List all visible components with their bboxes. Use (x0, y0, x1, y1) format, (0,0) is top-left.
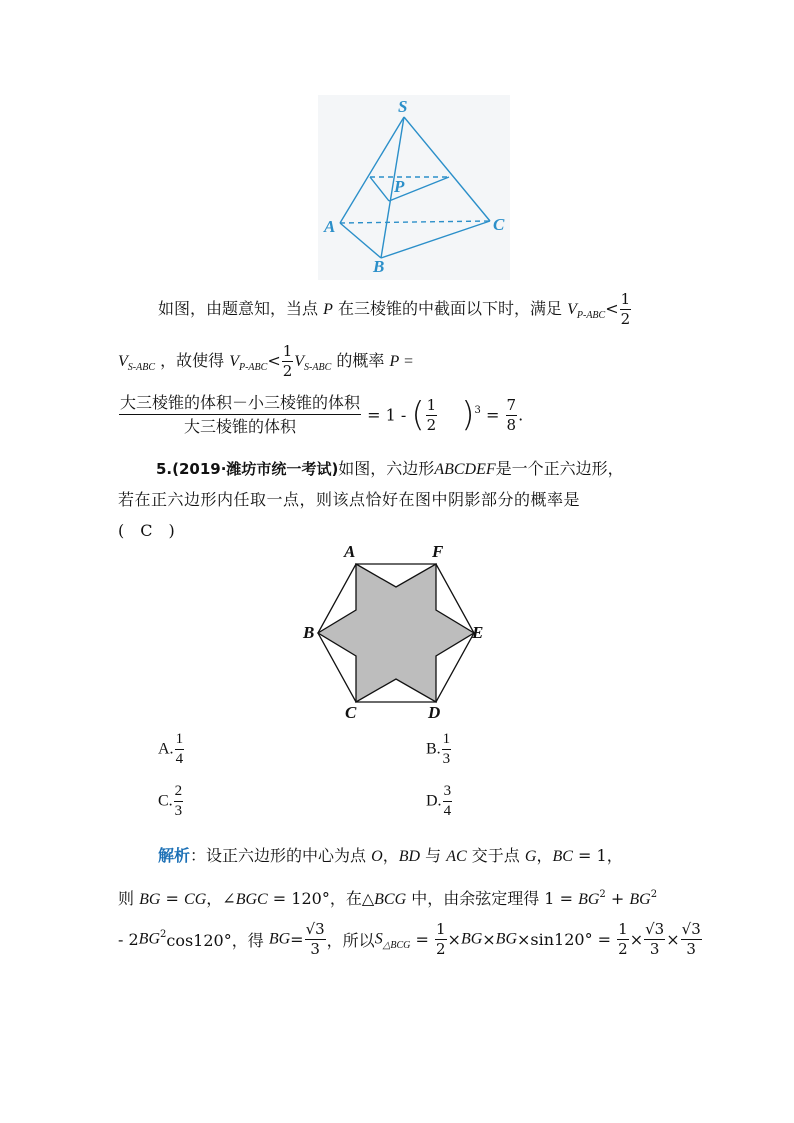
question5-source: 5.(2019·潍坊市统一考试) (156, 460, 339, 478)
sol-frac-sqrt3-3 (305, 922, 326, 957)
option-A-den: 4 (175, 751, 184, 767)
sol-three-b: 3 (649, 940, 660, 958)
sol-sqrt3-b: √3 (645, 920, 665, 938)
volume-den: 大三棱锥的体积 (184, 417, 297, 436)
half-den-3: 2 (426, 415, 437, 434)
option-D-frac (443, 784, 453, 819)
sol-BG-2: BG (578, 891, 600, 908)
question5-answer: ( C ) (118, 521, 175, 540)
volume-frac (119, 395, 361, 435)
sol-BG-6: BG (460, 930, 483, 948)
eight: 8 (506, 415, 517, 434)
sol-l2b: = (165, 889, 179, 908)
para1-line3 (118, 395, 523, 445)
sol-O: O (371, 848, 383, 865)
sol-half-num: 1 (435, 920, 446, 938)
sol-l3a: - 2 (118, 930, 139, 949)
paren-open: ( (411, 395, 425, 435)
half-den-2: 2 (282, 362, 293, 380)
hex-name: ABCDEF (434, 461, 496, 478)
sol-half (435, 922, 447, 957)
solution-line1 (158, 842, 623, 871)
sol-l2d: = 120°，在△ (272, 889, 375, 908)
eq-one-minus: = 1 - (367, 405, 407, 425)
option-D-num: 3 (443, 784, 453, 802)
sol-times-1: × (447, 930, 461, 949)
sol-three-c: 3 (686, 940, 696, 958)
option-D[interactable] (426, 784, 453, 819)
sol-l3b: cos120°，得 (166, 931, 264, 950)
sol-s1: 设正六边形的中心为点 (206, 846, 367, 865)
option-A-frac (175, 732, 185, 767)
sol-sqrt3-c: √3 (681, 920, 701, 938)
sol-s5: ， (536, 846, 553, 865)
option-A-num: 1 (175, 732, 185, 750)
edge-AC-hidden (340, 221, 490, 223)
sol-AC: AC (446, 848, 467, 865)
sol-sq-2: 2 (650, 889, 658, 900)
half-frac-2 (282, 344, 294, 379)
sol-CG: CG (184, 891, 207, 908)
question5-line3 (118, 517, 175, 545)
label-S: S (398, 97, 408, 116)
sol-BCG: BCG (374, 891, 407, 908)
sol-half-den: 2 (435, 940, 446, 958)
para1-line1 (158, 292, 632, 332)
V-PABC: V (567, 301, 577, 318)
sol-BD: BD (398, 848, 421, 865)
sol-BG-7: BG (495, 930, 517, 948)
sol-BG-4: BG (138, 930, 160, 948)
sol-s6: = 1， (578, 846, 623, 865)
eq-sign: = (486, 405, 500, 425)
sub-PABC-2: P-ABC (238, 362, 268, 373)
option-A-letter: A. (158, 740, 174, 758)
midsection-front-left (370, 177, 389, 201)
option-B-frac (442, 732, 452, 767)
sol-s2: ， (382, 846, 399, 865)
question5-line2 (118, 486, 580, 514)
half-frac (620, 292, 632, 327)
para1-text-d: 的概率 (336, 351, 385, 370)
sol-S-sub: △BCG (382, 940, 411, 951)
sol-times-3: × (517, 930, 531, 949)
half-den: 2 (620, 310, 631, 328)
sol-half-2 (617, 922, 629, 957)
label-C: C (493, 215, 505, 234)
hexagon-figure (300, 540, 496, 725)
question5-text1: 如图，六边形 (338, 459, 435, 478)
sol-eq: = (290, 930, 304, 949)
half-num-3: 1 (426, 395, 437, 414)
hex-label-B: B (303, 623, 315, 642)
edge-AB (340, 223, 381, 258)
sol-l2a: 则 (118, 889, 135, 908)
label-P: P (394, 177, 405, 196)
label-B: B (373, 257, 385, 276)
option-C-frac (174, 784, 184, 819)
option-A[interactable] (158, 732, 185, 767)
seven: 7 (506, 395, 517, 414)
solution-label: 解析 (158, 846, 191, 865)
sol-sq-3: 2 (160, 929, 167, 940)
option-B-den: 3 (442, 751, 451, 767)
hex-label-A: A (344, 542, 356, 561)
solution-line3 (118, 922, 703, 968)
option-B[interactable] (426, 732, 452, 767)
sol-s4: 交于点 (471, 846, 520, 865)
V-SABC: V (118, 353, 128, 370)
option-B-num: 1 (442, 732, 452, 750)
P-eq: P = (389, 353, 414, 370)
para1-text-b: 在三棱锥的中截面以下时，满足 (337, 299, 562, 318)
edge-BC (381, 221, 490, 258)
hex-label-F: F (432, 542, 444, 561)
tetrahedron-svg (318, 95, 510, 280)
sol-sin: sin120° = (530, 930, 612, 949)
sol-l3c: ，所以 (326, 931, 375, 950)
volume-num: 大三棱锥的体积－小三棱锥的体积 (119, 395, 361, 415)
sub-SABC-2: S-ABC (304, 362, 332, 373)
sol-three-a: 3 (310, 940, 320, 958)
sol-half-num-2: 1 (618, 920, 628, 938)
paren-close: ) (461, 395, 475, 435)
label-A: A (324, 217, 336, 236)
edge-SA (340, 117, 404, 223)
sub-PABC: P-ABC (576, 310, 606, 321)
sol-s3: 与 (425, 846, 442, 865)
half-num: 1 (620, 290, 631, 308)
sol-sq-1: 2 (599, 889, 606, 900)
edge-SC (404, 117, 490, 221)
sol-frac-sqrt3-3-b (644, 922, 665, 957)
tetrahedron-figure (318, 95, 510, 280)
sol-G: G (524, 848, 537, 865)
sol-l2f: + (610, 889, 625, 908)
option-D-den: 4 (443, 803, 452, 819)
half-frac-3 (426, 395, 438, 434)
seven-eighths (506, 395, 518, 434)
question5-line1 (156, 455, 624, 484)
sol-times-4: × (629, 930, 644, 949)
sol-l2c: ，∠ (206, 889, 236, 908)
sol-BG-5: BG (268, 930, 291, 948)
question5-text3: 若在正六边形内任取一点，则该点恰好在图中阴影部分的概率是 (118, 490, 581, 509)
hex-label-E: E (472, 623, 484, 642)
hex-label-D: D (428, 703, 441, 722)
solution-line2 (118, 885, 657, 916)
sub-SABC: S-ABC (127, 362, 155, 373)
para1-text-a: 如图，由题意知，当点 (158, 299, 319, 318)
option-B-letter: B. (426, 740, 441, 758)
V-SABC-2: V (294, 353, 305, 370)
sol-BG-1: BG (139, 891, 161, 908)
sol-sqrt3-a: √3 (305, 920, 325, 938)
para1-text-c: ，故使得 (160, 351, 225, 370)
sol-eq-2: = (415, 930, 429, 949)
period: . (518, 405, 524, 425)
point-P: P (323, 301, 333, 318)
hex-label-C: C (345, 703, 357, 722)
half-num-2: 1 (282, 342, 293, 360)
sol-times-5: × (666, 930, 680, 949)
solution-colon: ： (190, 846, 207, 865)
sol-BG-3: BG (629, 891, 651, 908)
sol-half-den-2: 2 (618, 940, 628, 958)
lt-sign: < (605, 299, 619, 318)
option-C-num: 2 (174, 784, 184, 802)
question5-text2: 是一个正六边形， (495, 459, 624, 478)
sol-BGC: BGC (235, 891, 268, 908)
lt-sign-2: < (267, 351, 281, 370)
cube-exp: 3 (474, 404, 481, 416)
para1-line2 (118, 344, 414, 384)
option-C[interactable] (158, 784, 184, 819)
sol-l2e: 中，由余弦定理得 1 = (411, 889, 573, 908)
V-PABC-2: V (229, 353, 239, 370)
option-D-letter: D. (426, 792, 442, 810)
sol-BC: BC (552, 848, 573, 865)
hexagon-svg (300, 540, 496, 725)
option-C-letter: C. (158, 792, 173, 810)
sol-S: S (374, 930, 383, 948)
sol-times-2: × (482, 930, 496, 949)
option-C-den: 3 (174, 803, 183, 819)
sol-frac-sqrt3-3-c (681, 922, 702, 957)
